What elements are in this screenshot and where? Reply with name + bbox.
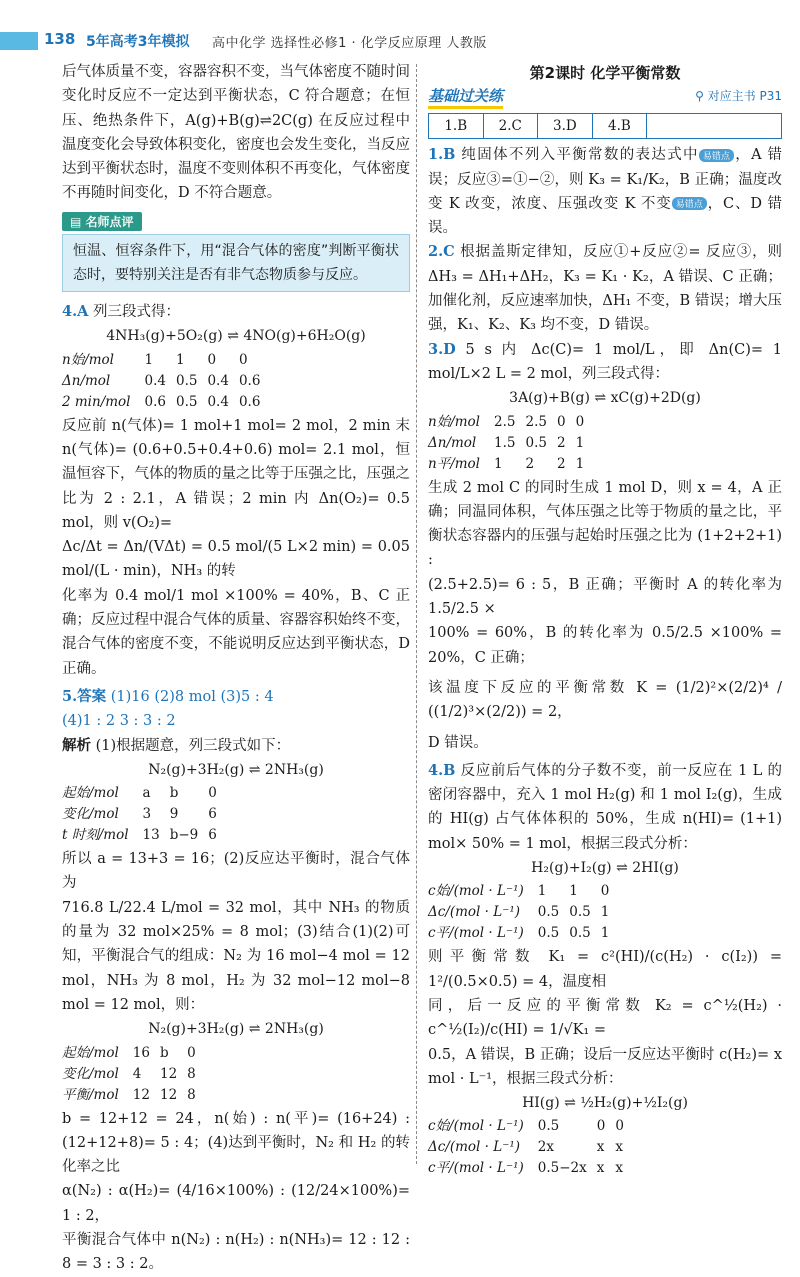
table-cell: 0 [208, 785, 217, 802]
table-cell: 2.5 [494, 413, 516, 430]
page-header [0, 30, 800, 54]
table-cell: 0 [600, 883, 610, 900]
row-header-cell: n平/mol [428, 455, 480, 472]
column-divider [416, 64, 417, 1164]
table-row [62, 1043, 206, 1064]
table-row [62, 350, 270, 371]
table-cell: 6 [208, 827, 217, 844]
table-cell: 12 [159, 1065, 178, 1082]
table-cell: 0.5 [537, 1118, 560, 1135]
r-q2: 2.C 根据盖斯定律知，反应①+反应②= 反应③，则 ΔH₃ = ΔH₁+ΔH₂，K₃ = K₁ · K₂，A 错误、C 正确；加催化剂，反应速率加快，ΔH₁ 不变，B 错误；增大压强，K₁、K₂、K₃ 均不变，D 错误。 [428, 243, 783, 334]
table-cell: 0 [238, 351, 248, 368]
r-q4-text2: 同，后一反应的平衡常数 K₂ = c^½(H₂) · c^½(I₂)/c(HI) = 1/√K₁ = [428, 997, 782, 1039]
table-cell: b [169, 785, 179, 802]
q5-table1 [62, 783, 227, 846]
answer-table [428, 113, 782, 139]
q5-table2 [62, 1043, 206, 1106]
row-header-cell: n始/mol [428, 413, 480, 430]
table-cell: x [615, 1160, 623, 1177]
table-cell: 6 [208, 806, 217, 823]
table-cell: 0.4 [144, 372, 166, 389]
table-cell: 1 [144, 351, 154, 368]
tip-title: ▤ 名师点评 [62, 212, 142, 231]
table-cell: 0.6 [238, 393, 261, 410]
table-cell: 0.4 [207, 393, 229, 410]
row-header-cell: c始/(mol · L⁻¹) [428, 883, 524, 900]
table-cell: 0.5 [569, 925, 591, 942]
r-q4-table1 [428, 881, 619, 944]
r-q3-text4: 该温度下反应的平衡常数 K = (1/2)²×(2/2)⁴ / ((1/2)³×(2/2)) = 2， [428, 679, 782, 721]
row-header-cell: c始/(mol · L⁻¹) [428, 1118, 524, 1135]
r-q4-table2 [428, 1116, 634, 1179]
table-cell: b [159, 1044, 169, 1061]
q5-text1: 所以 a = 13+3 = 16；(2)反应达平衡时，混合气体为 [62, 851, 410, 892]
table-cell: 0 [207, 351, 217, 368]
row-header-cell: 起始/mol [62, 785, 119, 802]
table-cell: 0.5 [537, 925, 560, 942]
table-cell: 0.5 [569, 904, 591, 921]
comment-icon: ▤ [70, 214, 86, 229]
header-accent-bar [0, 32, 38, 50]
table-cell: 2 [525, 455, 535, 472]
header-info: 高中化学 选择性必修1 · 化学反应原理 人教版 [212, 36, 487, 51]
table-cell: 1 [575, 455, 585, 472]
table-cell: 12 [159, 1086, 178, 1103]
table-row [428, 902, 619, 923]
r-q2-number: 2.C [428, 243, 455, 261]
table-row [428, 1137, 634, 1158]
table-cell: 0.6 [238, 372, 261, 389]
table-cell: 0 [575, 413, 585, 430]
r-q1-number: 1.B [428, 146, 456, 164]
section-header [428, 85, 782, 109]
lesson-title: 第2课时 化学平衡常数 [529, 64, 681, 82]
table-row [62, 783, 227, 804]
row-header-cell: Δn/mol [62, 372, 111, 389]
row-header-cell: Δn/mol [428, 434, 477, 451]
answer-cell: 2.C [483, 114, 538, 139]
table-cell: x [615, 1139, 623, 1156]
r-q3-equation: 3A(g)+B(g) ⇌ xC(g)+2D(g) [509, 390, 701, 407]
r-q4-text3: 0.5，A 错误，B 正确；设后一反应达平衡时 c(H₂)= x mol · L⁻¹，根据三段式分析： [428, 1046, 782, 1087]
row-header-cell: Δc/(mol · L⁻¹) [428, 1139, 521, 1156]
r-q4-text1: 则平衡常数 K₁ = c²(HI)/(c(H₂) · c(I₂)) = 1²/(0.5×0.5) = 4，温度相 [428, 949, 782, 990]
table-row [428, 881, 619, 902]
table-cell: 1 [537, 883, 547, 900]
table-cell: 3 [142, 806, 152, 823]
table-cell: 0.5 [175, 393, 198, 410]
answer-cell: 3.D [538, 114, 593, 139]
row-header-cell: 变化/mol [62, 1065, 119, 1082]
r-q3-text1: 生成 2 mol C 的同时生成 1 mol D，则 x = 4，A 正确；同温同体积，气体压强之比等于物质的量之比，平衡状态容器内的压强与起始时压强之比为 (1+2+2+1) : [428, 479, 782, 569]
table-cell: 1 [494, 455, 503, 472]
tag-badge: 易错点 [672, 197, 707, 210]
table-row [428, 1158, 634, 1179]
search-icon: ⚲ [695, 89, 708, 103]
q4-text2: Δc/Δt = Δn/(VΔt) = 0.5 mol/(5 L×2 min) = 0.05 mol/(L · min)，NH₃ 的转 [62, 539, 410, 580]
table-cell: 9 [169, 806, 179, 823]
table-cell: 0.4 [207, 372, 229, 389]
r-q4-equation2: HI(g) ⇌ ½H₂(g)+½I₂(g) [522, 1095, 688, 1112]
table-cell: x [596, 1139, 605, 1156]
tip-text: 恒温、恒容条件下，用“混合气体的密度”判断平衡状态时，要特别关注是否有非气态物质参与反应。 [73, 243, 399, 284]
q5-text2: 716.8 L/22.4 L/mol = 32 mol，其中 NH₃ 的物质的量为 32 mol×25% = 8 mol；(3)结合(1)(2)可知，平衡混合气的组成：N₂ 为 16 mol−4 mol = 12 mol，NH₃ 为 8 mol，H₂ 为 32 mol−12 mol−8 mol = 12 mol，则： [62, 899, 410, 1013]
row-header-cell: t 时刻/mol [62, 827, 129, 844]
q5-answers2: (4)1 : 2 3 : 3 : 2 [62, 713, 176, 730]
table-cell: 0 [556, 413, 566, 430]
r-q4-number: 4.B [428, 761, 456, 779]
r-q3-table [428, 412, 594, 475]
table-cell: 16 [132, 1044, 150, 1061]
table-cell: b−9 [169, 827, 199, 844]
table-cell: 0 [596, 1118, 606, 1135]
continued-text: 后气体质量不变，容器容积不变，当气体密度不随时间变化时反应不一定达到平衡状态，C 符合题意；在恒压、绝热条件下，A(g)+B(g)⇌2C(g) 在反应过程中温度变化会导致体积变化，密度也会发生变化，当反应达到平衡状态时，温度不变则体积不再变化，气体密度不再随时间变化，D 不符合题意。 [62, 64, 410, 202]
table-cell: 13 [142, 827, 160, 844]
row-header-cell: 起始/mol [62, 1044, 119, 1061]
table-cell: 1 [569, 883, 578, 900]
page-number: 138 [44, 30, 76, 48]
row-header-cell: 变化/mol [62, 806, 119, 823]
q5-text4: α(N₂) : α(H₂)= (4/16×100%) : (12/24×100%)= 1 : 2， [62, 1183, 410, 1224]
table-cell: 0.5 [525, 434, 547, 451]
q5-equation1: N₂(g)+3H₂(g) ⇌ 2NH₃(g) [148, 761, 324, 778]
r-q3-text3: 100% = 60%，B 的转化率为 0.5/2.5 ×100% = 20%，C 正确； [428, 625, 782, 666]
table-row [62, 804, 227, 825]
table-cell: 0.5 [537, 904, 560, 921]
section-ref: ⚲ 对应主书 P31 [695, 89, 782, 103]
table-cell: a [142, 785, 151, 802]
answer-cell: 1.B [429, 114, 484, 139]
r-q3-number: 3.D [428, 340, 456, 358]
table-cell: 8 [187, 1065, 196, 1082]
table-cell: 1 [600, 904, 610, 921]
q4-intro: 4.A 列三段式得： [62, 303, 180, 321]
q5-intro: 解析 (1)根据题意，列三段式如下： [62, 736, 291, 754]
r-q1: 1.B 纯固体不列入平衡常数的表达式中 易错点 ，A 错误；反应③=①−②，则 K₃ = K₁/K₂，B 正确；温度改变 K 改变，浓度、压强改变 K 不变 易错点 ，C、D 错误。 [428, 146, 783, 237]
q5-text3: b = 12+12 = 24，n(始) : n(平)= (16+24) : (12+12+8)= 5 : 4；(4)达到平衡时，N₂ 和 H₂ 的转化率之比 [62, 1110, 410, 1176]
table-row [62, 825, 227, 846]
table-row [62, 1064, 206, 1085]
table-row [428, 1116, 634, 1137]
tip-box [62, 234, 410, 292]
table-cell: 1 [175, 351, 185, 368]
row-header-cell: n始/mol [62, 351, 114, 368]
table-cell: 4 [132, 1065, 142, 1082]
table-cell: 0 [187, 1044, 196, 1061]
r-q3-text5: D 错误。 [428, 734, 488, 751]
q4-table [62, 350, 270, 413]
table-cell: 0.6 [144, 393, 166, 410]
table-cell: 0 [615, 1118, 624, 1135]
table-cell: x [596, 1160, 605, 1177]
answer-cell-blank [647, 114, 782, 139]
table-cell: 2x [537, 1139, 554, 1156]
row-header-cell: c平/(mol · L⁻¹) [428, 925, 524, 942]
answer-cell: 4.B [592, 114, 647, 139]
table-row [428, 923, 619, 944]
table-row [428, 454, 594, 475]
table-cell: 8 [187, 1086, 196, 1103]
q4-text1: 反应前 n(气体)= 1 mol+1 mol= 2 mol，2 min 末 n(气体)= (0.6+0.5+0.4+0.6) mol= 2.1 mol，恒温恒容下，气体的物质的量之比等于压强之比，压强之比为 2 : 2.1，A 错误；2 min 内 Δn(O₂)= 0.5 mol，则 v(O₂)= [62, 417, 410, 531]
r-q3-text2: (2.5+2.5)= 6 : 5，B 正确；平衡时 A 的转化率为 1.5/2.5 × [428, 576, 782, 618]
series-title: 5年高考3年模拟 [86, 34, 190, 50]
row-header-cell: 平衡/mol [62, 1086, 119, 1103]
r-q4: 4.B 反应前后气体的分子数不变，前一反应在 1 L 的密闭容器中，充入 1 mol H₂(g) 和 1 mol I₂(g)，生成的 HI(g) 占气体体积的 50%，生成 n(HI)= (1+1) mol× 50% = 1 mol，根据三段式分析： [428, 761, 783, 852]
r-q4-equation1: H₂(g)+I₂(g) ⇌ 2HI(g) [531, 860, 679, 877]
table-row [62, 1085, 206, 1106]
table-cell: 1 [575, 434, 585, 451]
table-cell: 2 [556, 455, 566, 472]
table-row [62, 371, 270, 392]
table-cell: 12 [132, 1086, 150, 1103]
row-header-cell: 2 min/mol [62, 393, 131, 410]
row-header-cell: Δc/(mol · L⁻¹) [428, 904, 521, 921]
q4-text3: 化率为 0.4 mol/1 mol ×100% = 40%，B、C 正确；反应过程中混合气体的质量、容器容积始终不变，混合气体的密度不变，不能说明反应达到平衡状态，D 正确。 [62, 587, 410, 677]
right-column [428, 60, 782, 1180]
row-header-cell: c平/(mol · L⁻¹) [428, 1160, 524, 1177]
section-title: 基础过关练 [428, 85, 503, 109]
table-cell: 2 [556, 434, 566, 451]
q4-number: 4.A [62, 303, 89, 321]
r-q3: 3.D 5 s 内 Δc(C)= 1 mol/L，即 Δn(C)= 1 mol/L×2 L = 2 mol，列三段式得： [428, 340, 783, 382]
table-cell: 0.5 [175, 372, 198, 389]
table-row [428, 412, 594, 433]
q4-equation: 4NH₃(g)+5O₂(g) ⇌ 4NO(g)+6H₂O(g) [106, 328, 366, 345]
table-cell: 2.5 [525, 413, 547, 430]
table-row [428, 433, 594, 454]
table-cell: 0.5−2x [537, 1160, 587, 1177]
table-cell: 1 [600, 925, 610, 942]
table-cell: 1.5 [494, 434, 516, 451]
q5-answers: 5.答案 (1)16 (2)8 mol (3)5 : 4 [62, 687, 274, 705]
q5-equation2: N₂(g)+3H₂(g) ⇌ 2NH₃(g) [148, 1021, 324, 1038]
table-row [62, 392, 270, 413]
q5-text5: 平衡混合气体中 n(N₂) : n(H₂) : n(NH₃)= 12 : 12 : 8 = 3 : 3 : 2。 [62, 1231, 410, 1273]
tag-badge: 易错点 [699, 149, 734, 162]
q5-number: 5.答案 [62, 687, 107, 705]
left-column [62, 60, 410, 1277]
